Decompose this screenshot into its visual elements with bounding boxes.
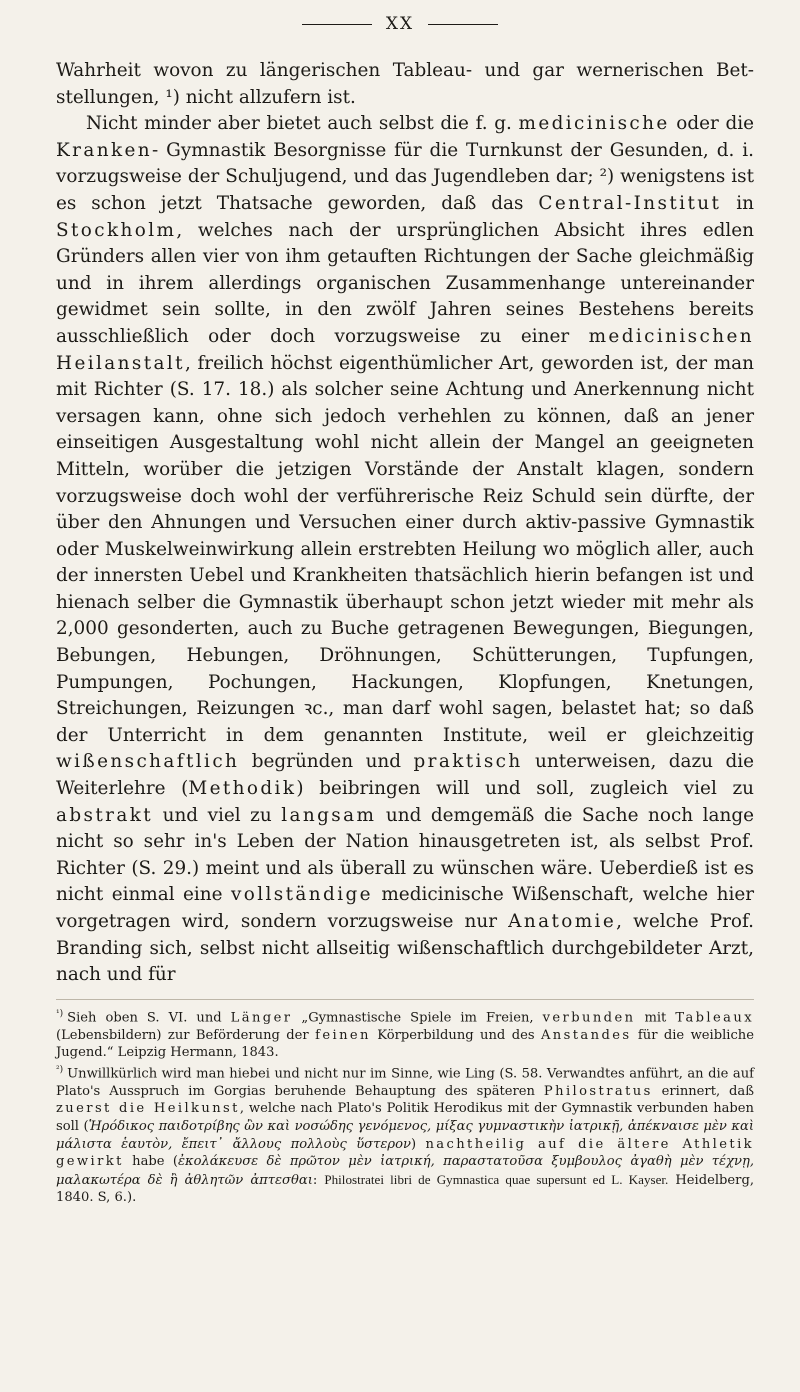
emphasis-langsam: langsam: [281, 804, 377, 826]
header-rule-right: [428, 24, 498, 25]
text-run: medicinische Wißenschaft, welche hier vorgetragen wird, sondern vorzugsweise nur: [56, 884, 755, 932]
emphasis: verbunden: [542, 1010, 636, 1026]
text-run: und demgemäß die Sache noch lange nicht so sehr in's Leben der Nation hinausgetreten ist, als selbst Prof. Richter (S. 29.) meint und als überall zu wünschen wäre. Ueberdieß ist es nicht einmal eine: [56, 804, 754, 906]
emphasis-heilanstalt: medicinischen Heilanstalt: [56, 325, 754, 374]
emphasis: feinen: [315, 1027, 371, 1043]
text-run: mit: [635, 1010, 676, 1026]
main-text: [56, 58, 754, 989]
text-run: Nicht minder aber bietet auch selbst die f. g.: [86, 113, 519, 135]
text-run: ): [410, 1136, 426, 1152]
text-run: ) beibringen will und soll, zugleich viel zu: [296, 778, 754, 800]
text-run: unterweisen, dazu die Weiterlehre (: [56, 751, 754, 800]
text-run: für die weibliche Jugend.“ Leipzig Hermann, 1843.: [56, 1027, 754, 1061]
emphasis: nachtheilig auf die ältere Athletik gewirkt: [56, 1136, 754, 1170]
emphasis-vollstaendige: vollständige: [230, 884, 373, 906]
emphasis: Philostratus: [543, 1083, 653, 1099]
text-run: Körperbildung und des: [370, 1027, 541, 1043]
page-header: [0, 14, 800, 34]
greek-quote: Ἡρόδικος παιδοτρίβης ὢν καὶ νοσώδης γενόμενος, μίξας γυμναστικὴν ἰατρικῇ, ἀπέκναισε μὲν καὶ μάλιστα ἑαυτὸν, ἔπειτ᾽ ἄλλους πολλοὺς ὕστερον: [56, 1119, 754, 1152]
text-run: Sieh oben S. VI. und: [67, 1010, 231, 1026]
footnote-author: Länger: [230, 1010, 293, 1026]
text-run: (Lebensbildern) zur Beförderung der: [56, 1027, 316, 1043]
text-run: „Gymnastische Spiele im Freien,: [292, 1010, 543, 1026]
text-run: - Gymnastik Besorgnisse für die Turnkunst der Gesunden, d. i. vorzugsweise der Schuljugend, und das Jugendleben dar; ²) wenigstens ist es schon jetzt Thatsache geworden, daß das: [56, 139, 754, 214]
text-run: in: [721, 192, 754, 214]
text-run: begründen und: [239, 751, 414, 773]
text-run: und viel zu: [153, 804, 282, 826]
emphasis-anatomie: Anatomie: [508, 911, 617, 932]
text-run: Unwillkürlich wird man hiebei und nicht nur im Sinne, wie Ling (S. 58. Verwandtes anführt, an die auf Plato's Ausspruch im Gorgias beruhende Behauptung des späteren: [56, 1066, 754, 1099]
emphasis: Tableaux: [675, 1010, 754, 1026]
text-run: :: [312, 1172, 325, 1188]
emphasis-medicinische: medicinische: [518, 113, 670, 135]
emphasis-stockholm: Stockholm: [56, 219, 177, 241]
text-run: , welche nach Plato's Politik Herodikus mit der Gymnastik verbunden haben soll (: [56, 1101, 754, 1135]
emphasis-wissenschaftlich: wißenschaftlich: [56, 751, 240, 773]
emphasis-central-institut: Central-Institut: [538, 192, 722, 214]
footnote-1: [56, 1006, 754, 1062]
footnote-2: [56, 1062, 754, 1207]
paragraph-2: [56, 111, 754, 989]
emphasis: zuerst die Heilkunst: [56, 1101, 240, 1117]
emphasis-methodik: Methodik: [188, 778, 297, 800]
text-run: , welches nach der ursprünglichen Absicht ihres edlen Gründers allen vier von ihm getauften Richtungen der Sache gleichmäßig und in ihrem allerdings organischen Zusammenhange untereinander gewidmet sein sollte, in den zwölf Jahren seines Bestehens bereits ausschließlich oder doch vorzugsweise zu einer: [56, 219, 754, 347]
latin-citation: Philostratei libri de Gymnastica quae supersunt ed L. Kayser.: [324, 1171, 669, 1187]
header-rule-left: [302, 24, 372, 25]
text-run: erinnert, daß: [652, 1083, 754, 1099]
paragraph-1: Wahrheit wovon zu längerischen Tableau- und gar wernerischen Bet-stellungen, ¹) nicht allzufern ist.: [56, 60, 754, 108]
emphasis-abstrakt: abstrakt: [56, 804, 154, 826]
greek-quote: ἐκολάκευσε δὲ πρῶτον μὲν ἰατρική, παραστατοῦσα ξυμβουλος ἀγαθὴ μὲν τέχνῃ, μαλακωτέρα δὲ ἢ ἀθλητῶν ἀπτεσθαι: [56, 1154, 754, 1188]
page-number: XX: [385, 14, 415, 34]
text-run: , welche Prof. Branding sich, selbst nicht allseitig wißenschaftlich durchgebildeter Arzt, nach und für: [56, 911, 754, 986]
text-run: habe (: [123, 1154, 178, 1170]
text-run: , freilich höchst eigenthümlicher Art, geworden ist, der man mit Richter (S. 17. 18.) als solcher seine Achtung und Anerkennung nicht versagen kann, ohne sich jedoch verhehlen zu können, daß an jener einseitigen Ausgestaltung wohl nicht allein der Mangel an geeigneten Mitteln, worüber die jetzigen Vorstände der Anstalt klagen, sondern vorzugsweise doch wohl der verführerische Reiz Schuld sein dürfte, der über den Ahnungen und Versuchen einer durch aktiv-passive Gymnastik oder Muskelweinwirkung allein erstrebten Heilung wo möglich aller, auch der innersten Uebel und Krankheiten thatsächlich hierin befangen ist und hienach selber die Gymnastik überhaupt schon jetzt wieder mit mehr als 2,000 gesonderten, auch zu Buche getragenen Bewegungen, Biegungen, Bebungen, Hebungen, Dröhnungen, Schütterungen, Tupfungen, Pumpungen, Pochungen, Hackungen, Klopfungen, Knetungen, Streichungen, Reizungen ꝛc., man darf wohl sagen, belastet hat; so daß der Unterricht in dem genannten Institute, weil er gleichzeitig: [56, 352, 754, 746]
emphasis: Anstandes: [540, 1027, 632, 1043]
text-run: Heidelberg, 1840. S, 6.).: [56, 1172, 754, 1206]
text-run: oder die: [669, 113, 754, 135]
emphasis-praktisch: praktisch: [413, 751, 523, 773]
footnotes: [56, 999, 754, 1207]
emphasis-kranken: Kranken: [56, 139, 153, 161]
footnote-mark: ¹): [56, 1008, 64, 1019]
footnote-mark: ²): [56, 1064, 64, 1075]
